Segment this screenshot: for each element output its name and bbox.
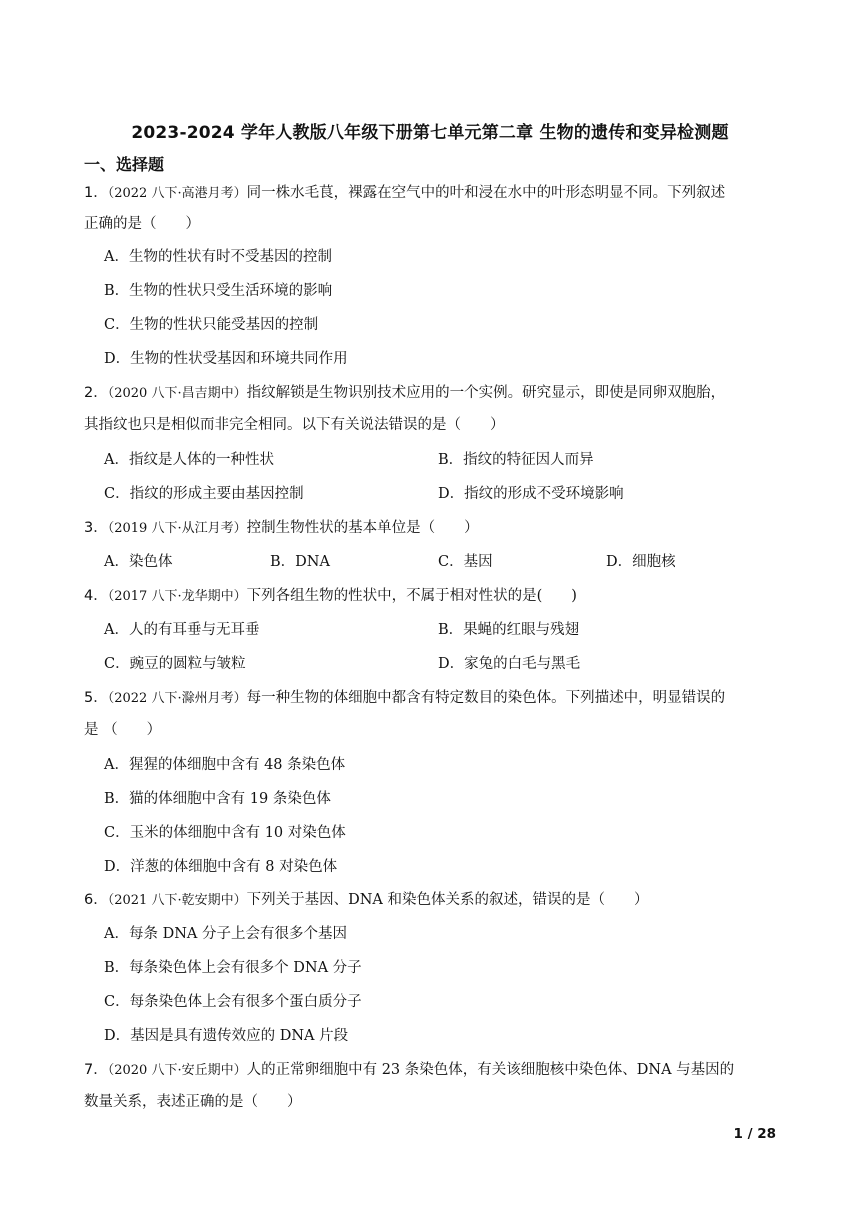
question-source: （2020 八下·安丘期中） [107, 1063, 247, 1078]
question-text: 下列各组生物的性状中，不属于相对性状的是( ) [246, 588, 577, 604]
question-1-stem-line-2: 正确的是（ ） [84, 216, 200, 232]
question-2-option-a: A．指纹是人体的一种性状 [104, 452, 274, 468]
question-6-option-b: B．每条染色体上会有很多个 DNA 分子 [104, 960, 362, 976]
question-number: 3． [84, 520, 108, 536]
question-2-stem-line-2: 其指纹也只是相似而非完全相同。以下有关说法错误的是（ ） [84, 417, 505, 433]
question-7-stem-line-1 [84, 1060, 734, 1081]
question-4-option-a: A．人的有耳垂与无耳垂 [104, 622, 260, 638]
question-5-option-a: A．猩猩的体细胞中含有 48 条染色体 [104, 757, 346, 773]
question-text: 指纹解锁是生物识别技术应用的一个实例。研究显示，即使是同卵双胞胎， [246, 385, 726, 401]
question-6-option-d: D．基因是具有遗传效应的 DNA 片段 [104, 1028, 349, 1044]
question-6-stem [84, 890, 649, 911]
question-text: 每一种生物的体细胞中都含有特定数目的染色体。下列描述中，明显错误的 [246, 690, 726, 706]
question-text: 人的正常卵细胞中有 23 条染色体，有关该细胞核中染色体、DNA 与基因的 [246, 1062, 735, 1078]
question-3-stem [84, 518, 479, 539]
question-2-option-d: D．指纹的形成不受环境影响 [438, 486, 624, 502]
question-2-option-c: C．指纹的形成主要由基因控制 [104, 486, 304, 502]
question-text: 下列关于基因、DNA 和染色体关系的叙述，错误的是（ ） [246, 892, 649, 908]
question-6-option-a: A．每条 DNA 分子上会有很多个基因 [104, 926, 347, 942]
question-number: 4． [84, 588, 108, 604]
page-title: 2023-2024 学年人教版八年级下册第七单元第二章 生物的遗传和变异检测题 [131, 123, 729, 143]
question-2-stem-line-1 [84, 383, 725, 404]
question-1-option-a: A．生物的性状有时不受基因的控制 [104, 249, 332, 265]
question-source: （2017 八下·龙华期中） [107, 589, 247, 604]
question-5-stem-line-2: 是 （ ） [84, 722, 162, 738]
question-3-option-d: D．细胞核 [606, 554, 676, 570]
question-5-option-b: B．猫的体细胞中含有 19 条染色体 [104, 791, 331, 807]
question-1-option-d: D．生物的性状受基因和环境共同作用 [104, 351, 348, 367]
question-source: （2022 八下·滁州月考） [107, 691, 247, 706]
question-3-option-b: B．DNA [270, 554, 330, 570]
question-4-option-d: D．家兔的白毛与黑毛 [438, 656, 581, 672]
question-number: 7． [84, 1062, 108, 1078]
question-3-option-a: A．染色体 [104, 554, 173, 570]
question-text: 控制生物性状的基本单位是（ ） [246, 520, 479, 536]
question-number: 2． [84, 385, 108, 401]
question-1-option-c: C．生物的性状只能受基因的控制 [104, 317, 319, 333]
question-source: （2020 八下·昌吉期中） [107, 386, 247, 401]
question-5-option-d: D．洋葱的体细胞中含有 8 对染色体 [104, 859, 338, 875]
question-source: （2019 八下·从江月考） [107, 521, 247, 536]
question-1-option-b: B．生物的性状只受生活环境的影响 [104, 283, 333, 299]
question-source: （2022 八下·高港月考） [107, 186, 247, 201]
question-number: 1． [84, 185, 108, 201]
question-number: 6． [84, 892, 108, 908]
question-source: （2021 八下·乾安期中） [107, 893, 247, 908]
question-5-option-c: C．玉米的体细胞中含有 10 对染色体 [104, 825, 346, 841]
question-number: 5． [84, 690, 108, 706]
question-text: 同一株水毛茛，裸露在空气中的叶和浸在水中的叶形态明显不同。下列叙述 [246, 185, 726, 201]
question-3-option-c: C．基因 [438, 554, 493, 570]
question-2-option-b: B．指纹的特征因人而异 [438, 452, 594, 468]
question-1-stem-line-1 [84, 183, 725, 204]
question-4-option-c: C．豌豆的圆粒与皱粒 [104, 656, 246, 672]
question-6-option-c: C．每条染色体上会有很多个蛋白质分子 [104, 994, 362, 1010]
question-7-stem-line-2: 数量关系，表述正确的是（ ） [84, 1094, 302, 1110]
question-4-option-b: B．果蝇的红眼与残翅 [438, 622, 580, 638]
question-4-stem [84, 586, 577, 607]
page-number: 1 / 28 [733, 1126, 776, 1142]
question-5-stem-line-1 [84, 688, 725, 709]
section-heading: 一、选择题 [84, 155, 165, 174]
